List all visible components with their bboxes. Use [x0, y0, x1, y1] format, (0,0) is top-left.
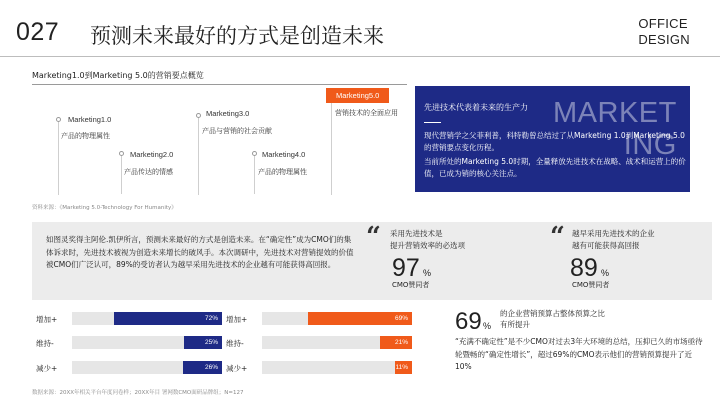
stat-unit: % — [483, 321, 492, 331]
quote-2-line-2: 越有可能获得高回报 — [572, 241, 640, 250]
milestone-line — [331, 97, 332, 195]
quote-2-caption: CMO赞同者 — [572, 281, 610, 289]
title-divider — [0, 56, 720, 57]
milestone-line — [121, 154, 122, 194]
panel-paragraph-1: 现代营销学之父菲利普，科特勒曾总结过了从Marketing 1.0到Marketing 5.0的营销要点变化历程。 — [424, 131, 685, 152]
panel-heading: 先进技术代表着未来的生产力 — [424, 103, 528, 112]
bar-label: 减少+ — [36, 364, 58, 373]
stat-description: “充满不确定性”是不少CMO对过去3年大环境的总结，压抑已久的市场亟待轮暨畅的“确定性增长”，超过69%的CMO表示他们的营销预算提升了近10% — [455, 337, 703, 371]
bar-label: 维持- — [226, 339, 244, 348]
milestone-name: Marketing2.0 — [130, 150, 174, 159]
page-title: 预测未来最好的方式是创造未来 — [90, 24, 384, 48]
quote-2-line-1: 越早采用先进技术的企业 — [572, 229, 655, 238]
milestone-desc: 产品的物理属性 — [61, 132, 110, 140]
highlight-panel — [415, 86, 690, 192]
milestone-desc: 营销技术的全面应用 — [335, 109, 398, 117]
quote-1-line-1: 采用先进技术是 — [390, 229, 443, 238]
quote-icon: “ — [366, 222, 381, 252]
summary-panel — [32, 222, 712, 300]
quote-1-value: 97 — [392, 254, 420, 282]
quote-1-unit: % — [423, 268, 432, 278]
bar-label: 减少+ — [226, 364, 248, 373]
milestone-name: Marketing3.0 — [206, 109, 250, 118]
stat-value: 69 — [455, 308, 482, 335]
brand-logo-text — [638, 16, 690, 48]
bar-value-label: 72% — [204, 315, 218, 322]
milestone-name: Marketing4.0 — [262, 150, 306, 159]
milestone-desc: 产品传达的情感 — [124, 168, 173, 176]
bar-value-label: 26% — [204, 364, 218, 371]
bar-label: 维持- — [36, 339, 54, 348]
brand-line-1: OFFICE — [638, 16, 688, 31]
milestone-dot — [56, 117, 61, 122]
quote-2-value: 89 — [570, 254, 598, 282]
quote-1-line-2: 提升营销效率的必选项 — [390, 241, 465, 250]
watermark-line-2: ING — [623, 129, 677, 161]
milestone-name-highlighted: Marketing5.0 — [326, 88, 389, 103]
bar-label: 增加+ — [36, 315, 58, 324]
panel-dash — [424, 122, 441, 123]
milestone-line — [58, 120, 59, 195]
stat-label: 的企业营销预算占整体预算之比有所提升 — [500, 309, 605, 329]
timeline-title: Marketing1.0到Marketing 5.0的营销要点概览 — [32, 71, 204, 80]
watermark-line-1: MARKET — [553, 97, 677, 129]
milestone-name: Marketing1.0 — [68, 115, 112, 124]
bar-value-label: 11% — [395, 364, 408, 371]
summary-text: 如图灵奖得主阿伦.凯伊所言，预测未来最好的方式是创造未来。在“确定性”成为CMO们的集体诉求时，先进技术被视为创造未来增长的破风手。本次调研中，先进技术对营销提效的价值被CMO们广泛认可，89%的受访者认为越早采用先进技术的企业越有可能获得高回报。 — [46, 235, 354, 269]
milestone-dot — [252, 151, 257, 156]
data-source: 数据来源：20XX年相关平台年度问卷样；20XX年目 署网数CMO面研品牌组；N=127 — [32, 390, 244, 396]
timeline-divider — [32, 84, 407, 85]
quote-1-caption: CMO赞同者 — [392, 281, 430, 289]
milestone-line — [198, 116, 199, 195]
milestone-line — [254, 154, 255, 194]
bar-value-label: 21% — [394, 339, 408, 346]
milestone-dot — [196, 113, 201, 118]
page-number: 027 — [16, 18, 60, 46]
quote-2-unit: % — [601, 268, 610, 278]
panel-paragraph-2: 当前所处的Marketing 5.0时期，全量释放先进技术在战略、战术和运营上的价值，已成为销的核心关注点。 — [424, 157, 686, 178]
brand-line-2: DESIGN — [638, 32, 690, 47]
milestone-desc: 产品与营销的社会贡献 — [202, 127, 272, 135]
bar-value-label: 69% — [394, 315, 408, 322]
bar-track — [262, 361, 412, 374]
bar-value-label: 25% — [204, 339, 218, 346]
milestone-desc: 产品的物理属性 — [258, 168, 307, 176]
quote-icon: “ — [550, 222, 565, 252]
milestone-dot — [119, 151, 124, 156]
timeline-source: 资料来源：《Marketing 5.0-Technology For Humanity》 — [32, 205, 177, 211]
bar-label: 增加+ — [226, 315, 248, 324]
